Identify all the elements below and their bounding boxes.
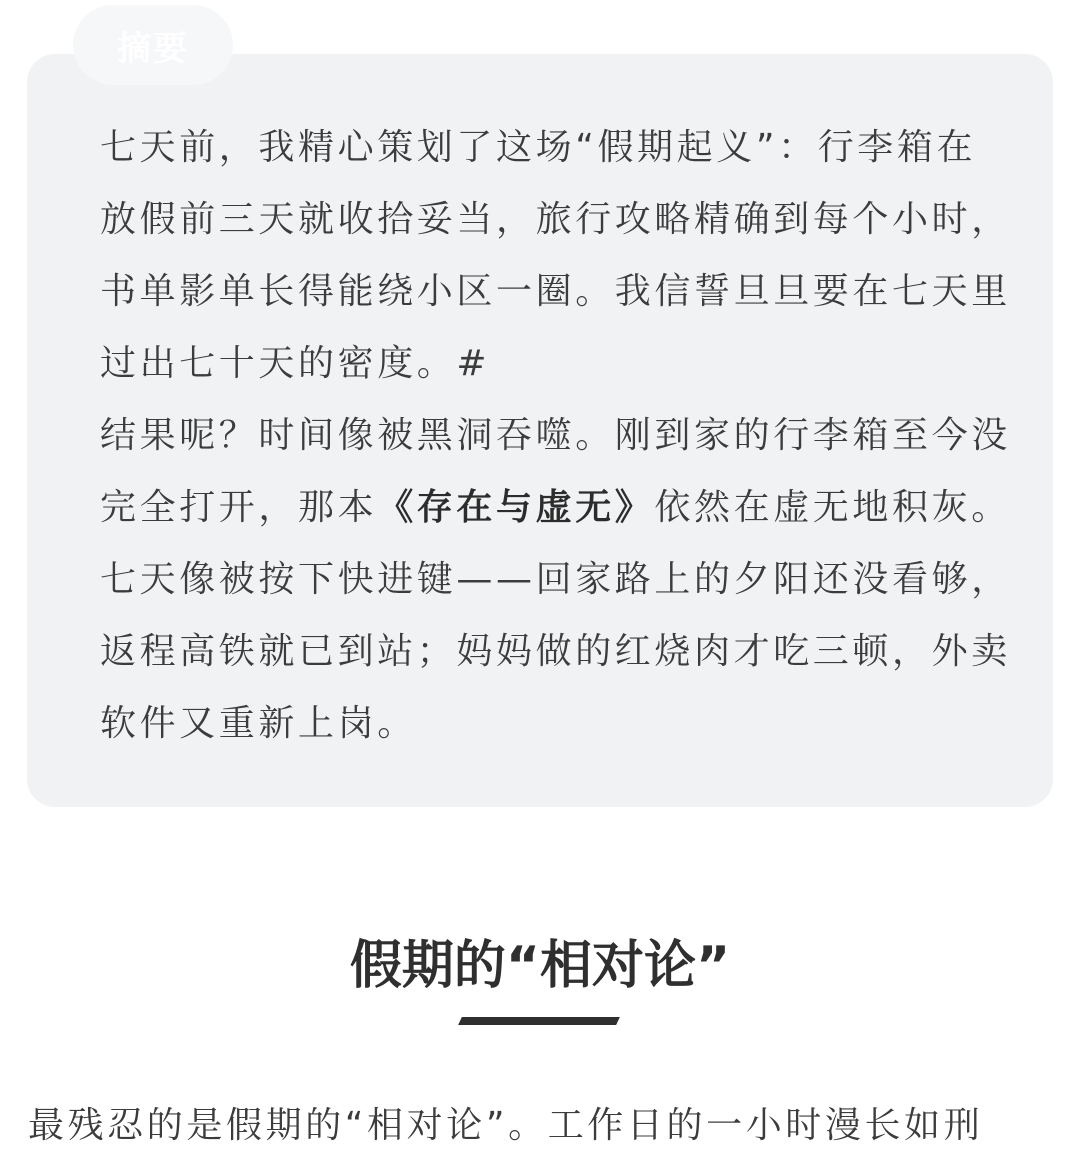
section-title: 假期的“相对论”	[349, 936, 731, 996]
summary-line-5: 结果呢？时间像被黑洞吞噬。刚到家的行李箱至今没	[100, 415, 1011, 456]
book-title: 《存在与虚无》	[377, 487, 655, 528]
summary-line-4: 过出七十天的密度。#	[100, 343, 491, 384]
section-title-underline	[458, 1017, 620, 1025]
summary-line-8: 返程高铁就已到站；妈妈做的红烧肉才吃三顿，外卖	[100, 631, 1011, 672]
summary-line-2: 放假前三天就收拾妥当，旅行攻略精确到每个小时，	[100, 199, 1011, 240]
summary-line-9: 软件又重新上岗。	[100, 703, 417, 744]
summary-line-3: 书单影单长得能绕小区一圈。我信誓旦旦要在七天里	[100, 271, 1011, 312]
summary-line-6-after: 依然在虚无地积灰。	[654, 487, 1011, 528]
summary-line-1: 七天前，我精心策划了这场“假期起义”：行李箱在	[100, 127, 977, 168]
summary-line-7: 七天像被按下快进键——回家路上的夕阳还没看够，	[100, 559, 1011, 600]
summary-tab[interactable]: 摘要	[73, 5, 233, 85]
summary-text	[100, 112, 1011, 760]
summary-line-6-before: 完全打开，那本	[100, 487, 378, 528]
summary-line-6	[100, 472, 1011, 544]
body-paragraph: 最残忍的是假期的“相对论”。工作日的一小时漫长如刑	[28, 1105, 984, 1146]
